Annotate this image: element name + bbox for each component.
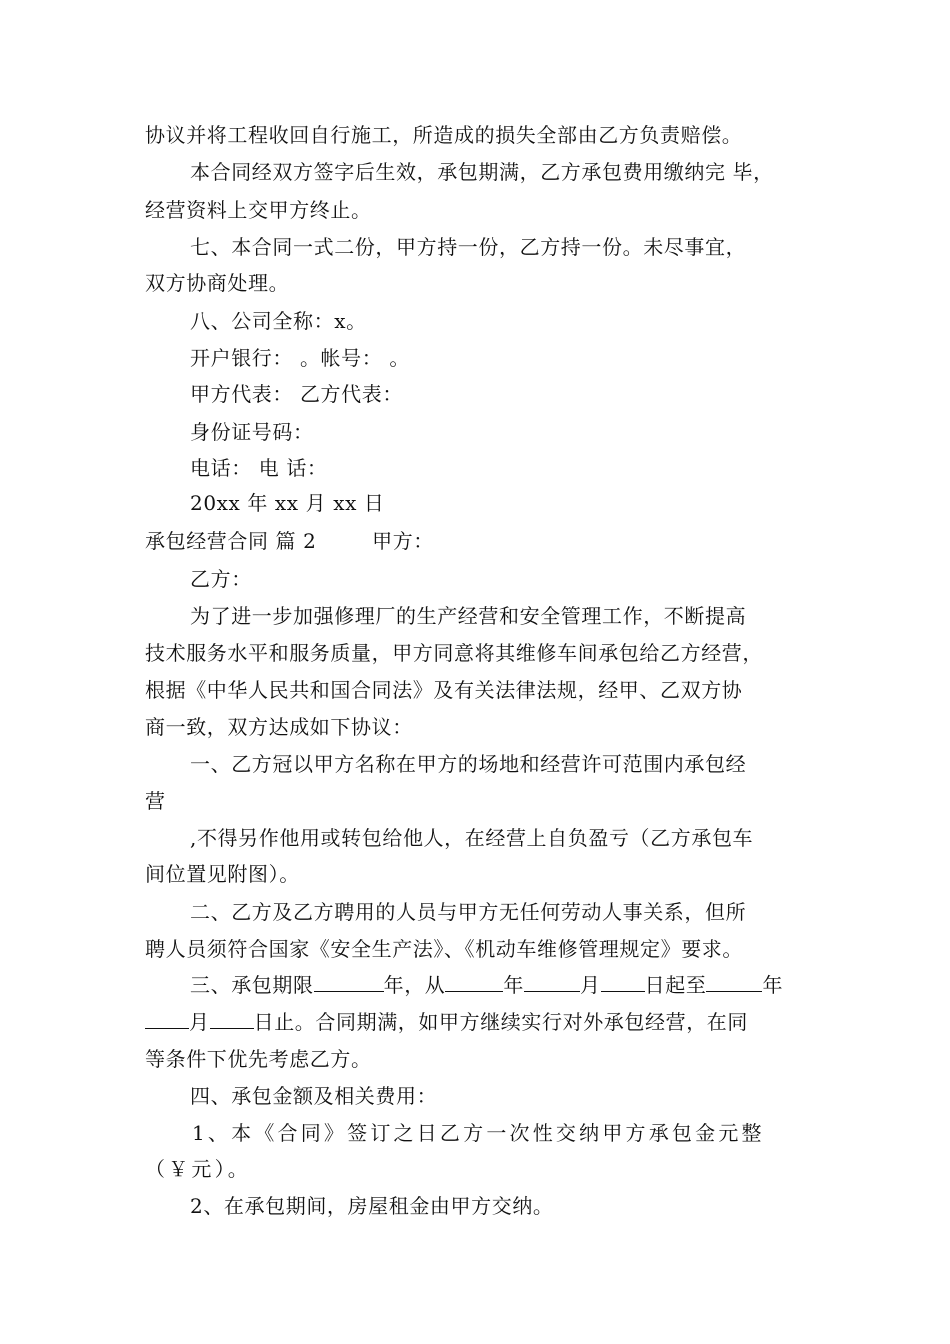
blank-field [524,973,580,992]
term-line [190,973,860,997]
paragraph-line: ,不得另作他用或转包给他人，在经营上自负盈亏（乙方承包车 [190,826,754,850]
blank-field [314,973,384,992]
term-text: 月 [189,1010,210,1034]
term-text: 日止。合同期满，如甲方继续实行对外承包经营，在同 [253,1010,749,1034]
paragraph-line: 本合同经双方签字后生效，承包期满，乙方承包费用缴纳完 毕， [190,160,774,184]
paragraph-line: 四、承包金额及相关费用： [190,1084,438,1108]
paragraph-line: 八、公司全称：x。 [190,309,367,333]
paragraph-line: 甲方代表： 乙方代表： [190,382,403,406]
paragraph-line: 协议并将工程收回自行施工，所造成的损失全部由乙方负责赔偿。 [145,123,743,147]
paragraph-line: 营 [145,789,166,813]
paragraph-line: 技术服务水平和服务质量，甲方同意将其维修车间承包给乙方经营， [145,641,763,665]
paragraph-line: 等条件下优先考虑乙方。 [145,1047,372,1071]
paragraph-line: 经营资料上交甲方终止。 [145,198,372,222]
blank-field [706,973,762,992]
paragraph-line: 聘人员须符合国家《安全生产法》、《机动车维修管理规定》要求。 [145,937,743,961]
paragraph-line: 开户银行： 。帐号： 。 [190,346,410,370]
paragraph-line: 间位置见附图）。 [145,862,300,886]
paragraph-line: 七、本合同一式二份，甲方持一份，乙方持一份。未尽事宜， [190,235,747,259]
blank-field [210,1010,254,1029]
term-text: 月 [580,973,601,997]
section-heading: 承包经营合同 篇 2 甲方： [145,529,434,553]
term-text: 年，从 [383,973,446,997]
paragraph-line: 身份证号码： [190,420,314,444]
term-text: 年 [762,973,784,997]
paragraph-line: 电话： 电 话： [190,456,328,480]
paragraph-line: 乙方： [190,567,252,591]
paragraph-line: 商一致，双方达成如下协议： [145,715,413,739]
term-text: 三、承包期限 [190,973,314,997]
blank-field [145,1010,189,1029]
term-text: 日起至 [644,973,707,997]
paragraph-line: 一、乙方冠以甲方名称在甲方的场地和经营许可范围内承包经 [190,752,747,776]
paragraph-line: 1、本《合同》签订之日乙方一次性交纳甲方承包金元整 [192,1121,765,1145]
paragraph-line: 2、在承包期间，房屋租金由甲方交纳。 [190,1194,554,1218]
paragraph-line: 二、乙方及乙方聘用的人员与甲方无任何劳动人事关系，但所 [190,900,747,924]
paragraph-line: 根据《中华人民共和国合同法》及有关法律法规，经甲、乙双方协 [145,678,743,702]
term-text: 年 [503,973,525,997]
term-line-2 [145,1010,815,1034]
date-line: 20xx 年 xx 月 xx 日 [190,491,385,515]
paragraph-line: 双方协商处理。 [145,271,290,295]
paragraph-line: 为了进一步加强修理厂的生产经营和安全管理工作，不断提高 [190,604,747,628]
paragraph-line: （￥元）。 [145,1157,251,1181]
blank-field [445,973,503,992]
blank-field [601,973,645,992]
